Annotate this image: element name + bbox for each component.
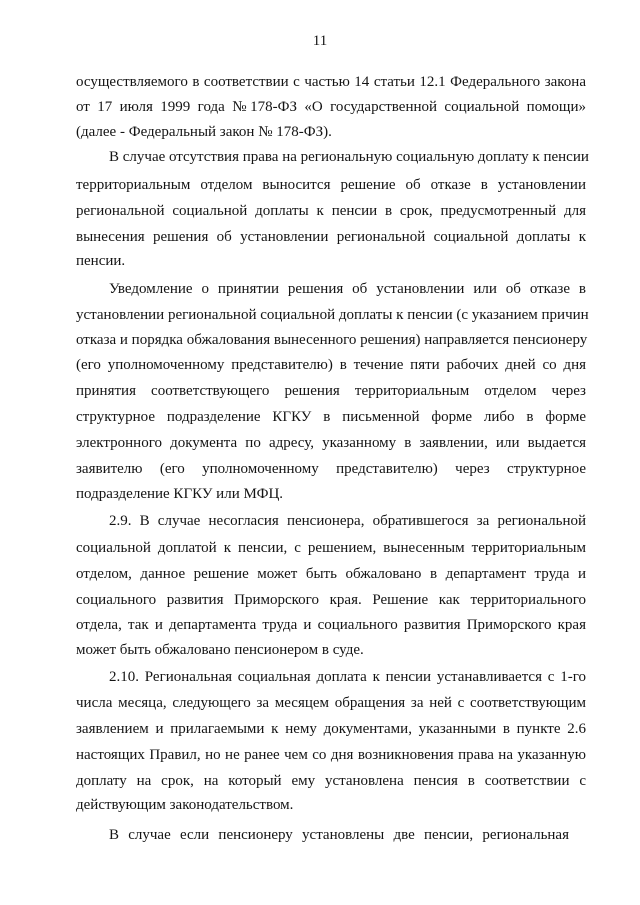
text-line: 2.9. В случае несогласия пенсионера, обратившегося за региональной [109, 513, 586, 529]
text-line: территориальным отделом выносится решение об отказе в установлении [76, 177, 586, 193]
text-line: заявлением и прилагаемыми к нему документами, указанными в пункте 2.6 [76, 721, 586, 737]
text-line: (его уполномоченному представителю) в течение пяти рабочих дней со дня [76, 357, 586, 373]
text-line: социального развития Приморского края. Решение как территориального [76, 592, 586, 608]
text-line: В случае если пенсионеру установлены две пенсии, региональная [109, 827, 569, 843]
text-line: отделом, данное решение может быть обжаловано в департамент труда и [76, 566, 586, 582]
page-number: 11 [312, 33, 328, 49]
text-line: числа месяца, следующего за месяцем обращения за ней с соответствующим [76, 695, 586, 711]
text-line: установлении региональной социальной доплаты к пенсии (с указанием причин [76, 307, 589, 323]
text-line: подразделение КГКУ или МФЦ. [76, 486, 284, 502]
text-line: структурное подразделение КГКУ в письменной форме либо в форме [76, 409, 586, 425]
text-line: отказа и порядка обжалования вынесенного решения) направляется пенсионеру [76, 332, 588, 348]
text-line: может быть обжаловано пенсионером в суде. [76, 642, 364, 658]
text-line: региональной социальной доплаты к пенсии в срок, предусмотренный для [76, 203, 586, 219]
text-line: социальной доплатой к пенсии, с решением, вынесенным территориальным [76, 540, 586, 556]
text-line: пенсии. [76, 253, 126, 269]
text-line: Уведомление о принятии решения об установлении или об отказе в [109, 281, 586, 297]
text-line: отдела, так и департамента труда и социального развития Приморского края [76, 617, 586, 633]
text-line: доплату на срок, на который ему установлена пенсия в соответствии с [76, 773, 586, 789]
text-line: (далее - Федеральный закон № 178-ФЗ). [76, 124, 332, 140]
text-line: действующим законодательством. [76, 797, 294, 813]
text-line: от 17 июля 1999 года №178-ФЗ «О государственной социальной помощи» [76, 99, 586, 115]
text-line: 2.10. Региональная социальная доплата к пенсии устанавливается с 1-го [109, 669, 586, 685]
text-line: настоящих Правил, но не ранее чем со дня возникновения права на указанную [76, 747, 586, 763]
text-line: электронного документа по адресу, указанному в заявлении, или выдается [76, 435, 586, 451]
text-line: принятия соответствующего решения территориальным отделом через [76, 383, 586, 399]
text-line: вынесения решения об установлении региональной социальной доплаты к [76, 229, 586, 245]
text-line: В случае отсутствия права на региональную социальную доплату к пенсии [109, 149, 589, 165]
text-line: заявителю (его уполномоченному представителю) через структурное [76, 461, 586, 477]
text-line: осуществляемого в соответствии с частью 14 статьи 12.1 Федерального закона [76, 74, 586, 90]
